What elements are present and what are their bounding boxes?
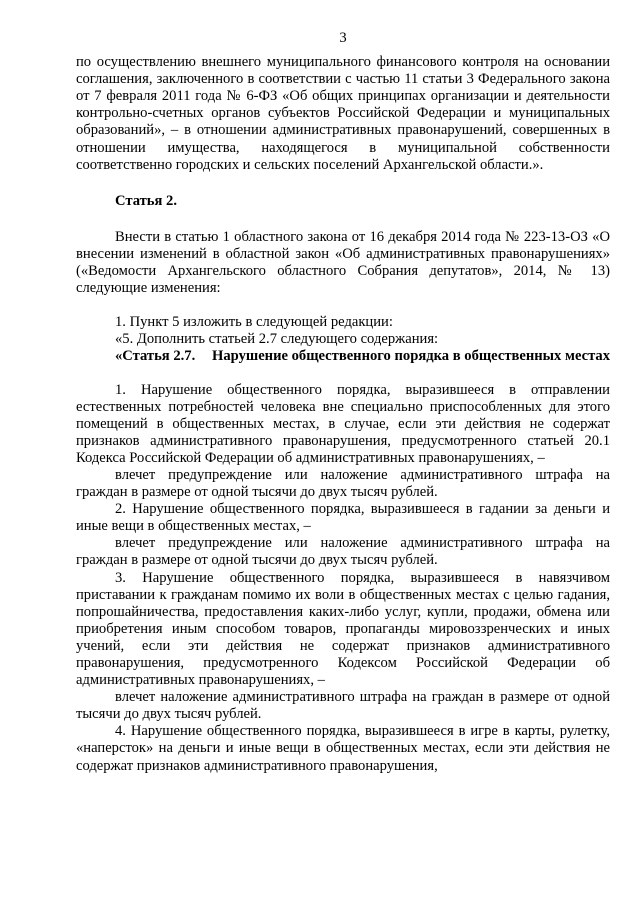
part-2-sanction: влечет предупреждение или наложение административного штрафа на граждан в размере от одной тысячи до двух тысяч рублей. xyxy=(76,535,610,569)
page-number: 3 xyxy=(339,30,347,46)
new-article-number: «Статья 2.7. xyxy=(115,348,196,365)
amendment-item-1-quote: «5. Дополнить статьей 2.7 следующего содержания: xyxy=(115,331,439,348)
new-article-heading xyxy=(115,348,610,365)
document-page xyxy=(76,30,610,775)
spacer xyxy=(76,297,610,314)
new-article-title: Нарушение общественного порядка в общественных местах xyxy=(212,348,611,365)
part-3-paragraph: 3. Нарушение общественного порядка, выразившееся в навязчивом приставании к гражданам помимо их воли в общественных местах с целью гадания, попрошайничества, предоставления каких-либо услуг, купли, продажи, обмена или приобретения иным способом товаров, пропаганды мировоззренческих и иных учений, если эти действия не содержат признаков административного правонарушения, предусмотренного Кодексом Российской Федерации об административных правонарушениях, – xyxy=(76,569,610,689)
amendment-item-1: 1. Пункт 5 изложить в следующей редакции: xyxy=(115,314,393,331)
article-intro-paragraph: Внести в статью 1 областного закона от 16 декабря 2014 года № 223-13-ОЗ «О внесении изменений в областной закон «Об административных правонарушениях» («Ведомости Архангельского областного Собрания депутатов», 2014, № 13) следующие изменения: xyxy=(76,228,610,297)
article-heading: Статья 2. xyxy=(115,192,177,209)
part-1-paragraph: 1. Нарушение общественного порядка, выразившееся в отправлении естественных потребностей человека вне специально приспособленных для этого помещений в общественных местах, в случае, если эти действия не содержат признаков административного правонарушения, предусмотренного статьей 20.1 Кодекса Российской Федерации об административных правонарушениях, – xyxy=(76,381,610,466)
part-2-paragraph: 2. Нарушение общественного порядка, выразившееся в гадании за деньги и иные вещи в общественных местах, – xyxy=(76,501,610,535)
part-1-sanction: влечет предупреждение или наложение административного штрафа на граждан в размере от одной тысячи до двух тысяч рублей. xyxy=(76,466,610,501)
part-4-paragraph: 4. Нарушение общественного порядка, выразившееся в игре в карты, рулетку, «наперсток» на деньги и иные вещи в общественных местах, если эти действия не содержат признаков административного правонарушения, xyxy=(76,723,610,774)
part-3-sanction: влечет наложение административного штрафа на граждан в размере от одной тысячи до двух тысяч рублей. xyxy=(76,689,610,723)
spacer xyxy=(76,366,610,382)
intro-paragraph: по осуществлению внешнего муниципального финансового контроля на основании соглашения, заключенного в соответствии с частью 11 статьи 3 Федерального закона от 7 февраля 2011 года № 6-ФЗ «Об общих принципах организации и деятельности контрольно-счетных органов субъектов Российской Федерации и муниципальных образований», – в отношении административных правонарушений, совершенных в отношении имущества, находящегося в муниципальной собственности соответственно городских и сельских поселений Архангельской области.». xyxy=(76,54,610,173)
